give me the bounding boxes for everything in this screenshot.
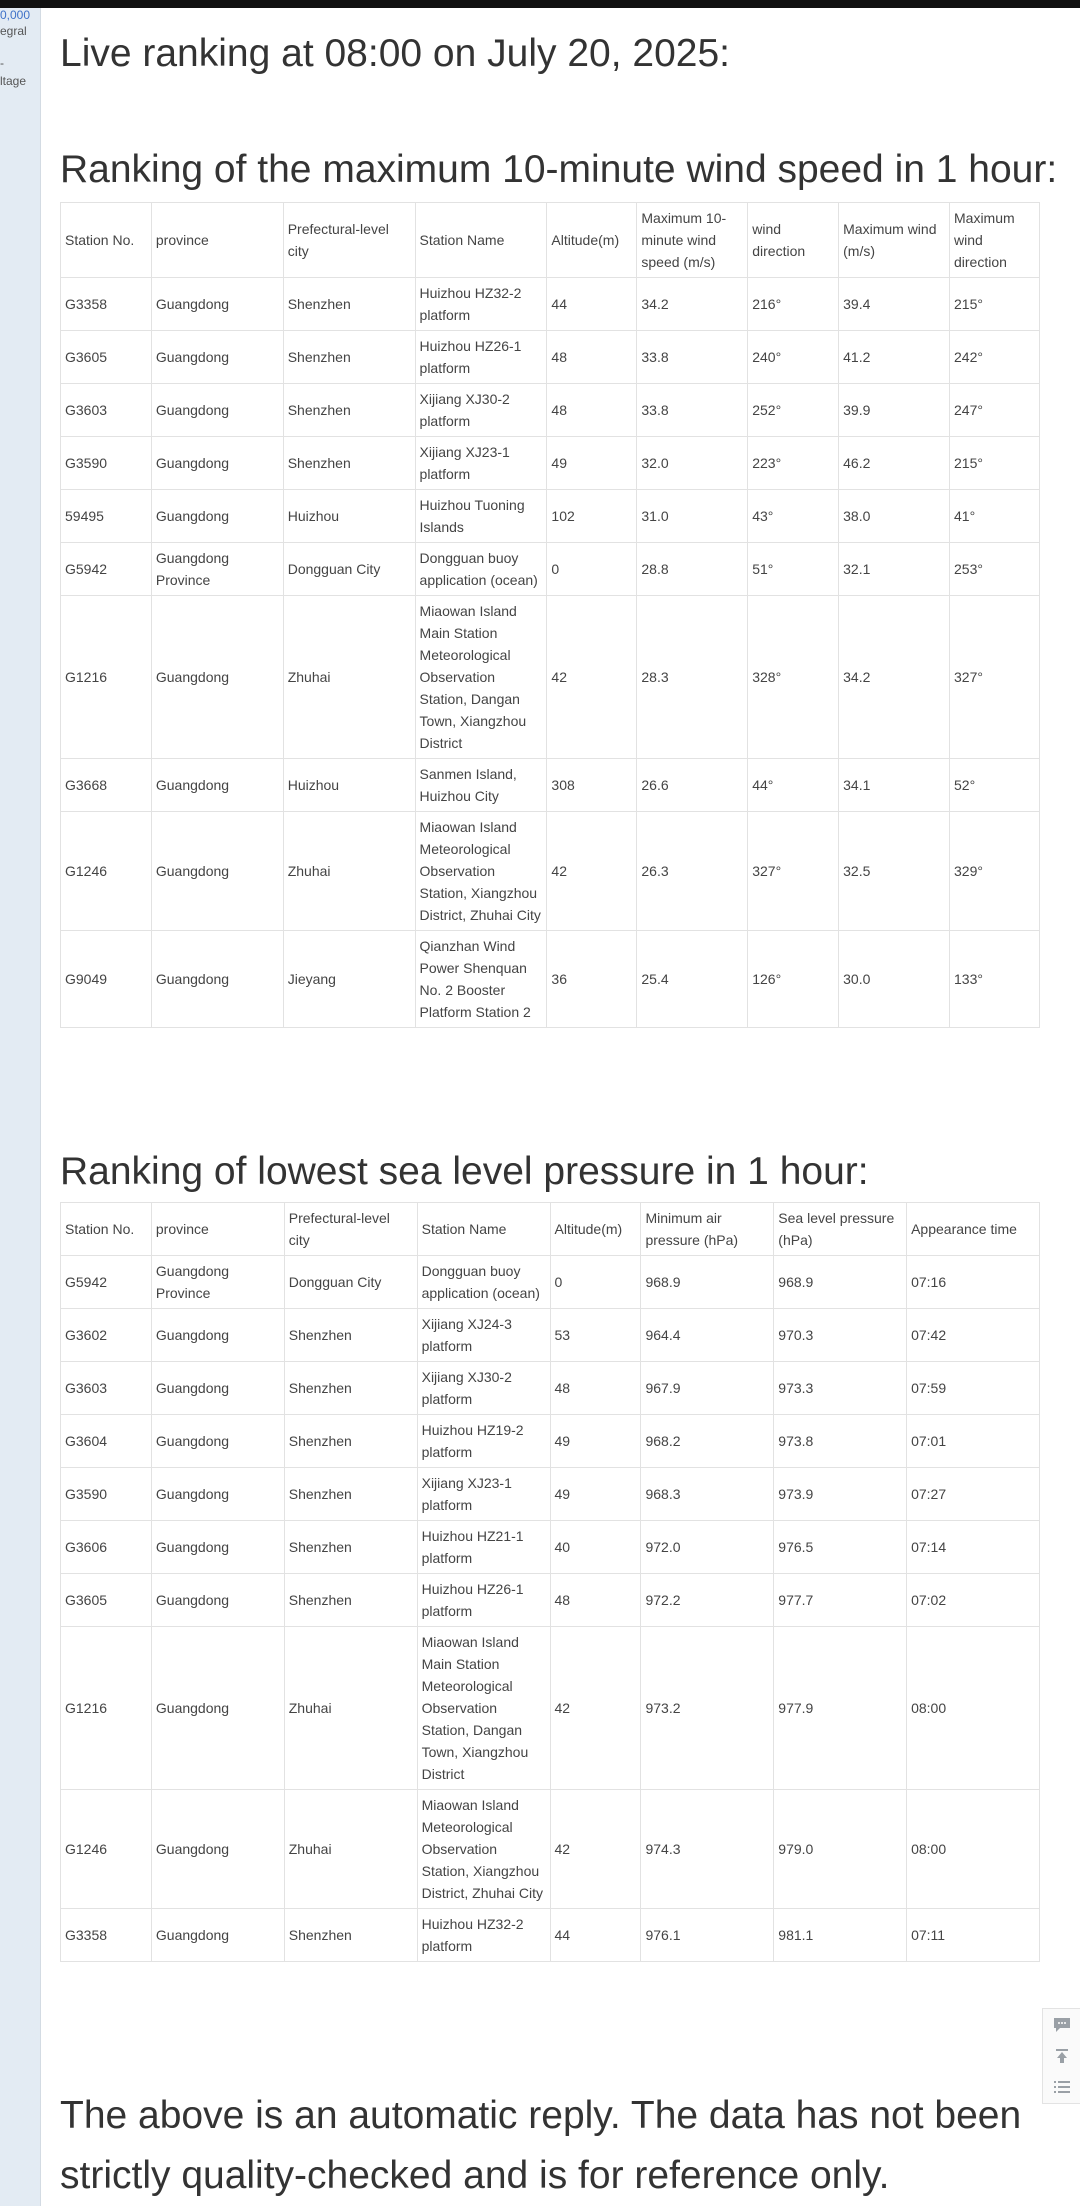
table-cell: G3602 [61,1309,152,1362]
table-cell: 32.1 [839,543,950,596]
table-row [61,490,1040,543]
table-cell: G3668 [61,759,152,812]
table-cell: Shenzhen [284,1309,417,1362]
column-header: Altitude(m) [550,1203,641,1256]
table-cell: 979.0 [774,1790,907,1909]
table-row [61,1468,1040,1521]
table-cell: 07:02 [907,1574,1040,1627]
table-cell: 28.3 [637,596,748,759]
table-cell: Shenzhen [284,1521,417,1574]
table-cell: 39.9 [839,384,950,437]
table-cell: 973.2 [641,1627,774,1790]
table-cell: Guangdong [151,1574,284,1627]
table-cell: Zhuhai [284,1790,417,1909]
table-cell: Guangdong [151,931,283,1028]
table-cell: Huizhou HZ26-1 platform [415,331,547,384]
table-cell: Guangdong [151,490,283,543]
table-cell: 49 [550,1468,641,1521]
table-cell: 133° [950,931,1040,1028]
table-row [61,1415,1040,1468]
sidebar-fragment: ltage [0,74,27,88]
table-cell: 44 [550,1909,641,1962]
table-cell: G1216 [61,1627,152,1790]
table-cell: 968.2 [641,1415,774,1468]
table-cell: Guangdong [151,1362,284,1415]
table-cell: Guangdong [151,278,283,331]
table-cell: 964.4 [641,1309,774,1362]
table-cell: Guangdong [151,1521,284,1574]
table-cell: 967.9 [641,1362,774,1415]
table-cell: 52° [950,759,1040,812]
table-cell: Zhuhai [284,1627,417,1790]
pressure-ranking-heading: Ranking of lowest sea level pressure in 1 hour: [60,1150,869,1193]
column-header: Station No. [61,203,152,278]
table-cell: G1246 [61,812,152,931]
table-cell: Huizhou HZ32-2 platform [417,1909,550,1962]
table-cell: 53 [550,1309,641,1362]
table-cell: 34.2 [839,596,950,759]
table-cell: Huizhou HZ32-2 platform [415,278,547,331]
table-cell: 974.3 [641,1790,774,1909]
table-cell: G3358 [61,1909,152,1962]
table-cell: 976.5 [774,1521,907,1574]
table-cell: 42 [547,812,637,931]
table-cell: 08:00 [907,1790,1040,1909]
table-cell: G1216 [61,596,152,759]
table-cell: Xijiang XJ30-2 platform [415,384,547,437]
table-cell: 39.4 [839,278,950,331]
table-cell: G3604 [61,1415,152,1468]
table-cell: Xijiang XJ23-1 platform [415,437,547,490]
table-cell: 07:16 [907,1256,1040,1309]
table-cell: 34.1 [839,759,950,812]
table-cell: 07:11 [907,1909,1040,1962]
table-cell: 223° [748,437,839,490]
table-cell: 36 [547,931,637,1028]
table-cell: Guangdong Province [151,1256,284,1309]
comment-icon[interactable] [1051,2014,1073,2036]
column-header: Appearance time [907,1203,1040,1256]
table-cell: 34.2 [637,278,748,331]
table-cell: 973.9 [774,1468,907,1521]
footer-note: The above is an automatic reply. The data has not been strictly quality-checked and is for reference only. [60,2094,1022,2197]
table-cell: Miaowan Island Main Station Meteorological Observation Station, Dangan Town, Xiangzhou District [415,596,547,759]
table-cell: 247° [950,384,1040,437]
list-icon[interactable] [1051,2076,1073,2098]
table-cell: 968.9 [641,1256,774,1309]
table-cell: 970.3 [774,1309,907,1362]
sidebar [0,8,41,2206]
table-cell: 26.6 [637,759,748,812]
table-cell: 41° [950,490,1040,543]
table-cell: Zhuhai [283,596,415,759]
table-row [61,437,1040,490]
table-cell: Guangdong [151,596,283,759]
table-cell: Shenzhen [283,437,415,490]
table-cell: 33.8 [637,384,748,437]
table-row [61,1362,1040,1415]
table-cell: 977.7 [774,1574,907,1627]
table-cell: Dongguan buoy application (ocean) [415,543,547,596]
table-row [61,596,1040,759]
table-row [61,812,1040,931]
table-cell: G3603 [61,1362,152,1415]
table-cell: G5942 [61,1256,152,1309]
table-cell: 48 [550,1574,641,1627]
table-cell: G1246 [61,1790,152,1909]
table-cell: 41.2 [839,331,950,384]
table-cell: 43° [748,490,839,543]
table-cell: 31.0 [637,490,748,543]
table-cell: 968.3 [641,1468,774,1521]
table-cell: 0 [550,1256,641,1309]
table-cell: 49 [547,437,637,490]
table-cell: 215° [950,437,1040,490]
sidebar-fragment: - [0,56,4,70]
table-cell: Jieyang [283,931,415,1028]
table-row [61,1790,1040,1909]
table-cell: Shenzhen [284,1362,417,1415]
table-cell: 102 [547,490,637,543]
table-cell: Shenzhen [284,1415,417,1468]
table-cell: Huizhou HZ21-1 platform [417,1521,550,1574]
table-cell: G9049 [61,931,152,1028]
table-cell: Huizhou Tuoning Islands [415,490,547,543]
table-cell: Guangdong [151,331,283,384]
pressure-ranking-table [60,1202,1040,1962]
column-header: Prefectural-level city [283,203,415,278]
table-cell: Shenzhen [283,384,415,437]
table-row [61,1309,1040,1362]
table-cell: Guangdong [151,1627,284,1790]
table-cell: Guangdong [151,1309,284,1362]
table-cell: 30.0 [839,931,950,1028]
top-bar [0,0,1080,8]
table-cell: Xijiang XJ23-1 platform [417,1468,550,1521]
table-cell: G3603 [61,384,152,437]
sidebar-fragment[interactable]: 0,000 [0,8,31,22]
table-header-row [61,203,1040,278]
table-cell: Xijiang XJ24-3 platform [417,1309,550,1362]
table-cell: 48 [547,331,637,384]
table-cell: 49 [550,1415,641,1468]
table-row [61,1521,1040,1574]
table-cell: 126° [748,931,839,1028]
table-cell: Guangdong [151,384,283,437]
column-header: province [151,1203,284,1256]
table-row [61,1574,1040,1627]
table-cell: G3605 [61,1574,152,1627]
table-cell: 08:00 [907,1627,1040,1790]
table-cell: 26.3 [637,812,748,931]
table-cell: Xijiang XJ30-2 platform [417,1362,550,1415]
table-cell: Guangdong [151,812,283,931]
table-cell: 07:59 [907,1362,1040,1415]
table-cell: Miaowan Island Meteorological Observation Station, Xiangzhou District, Zhuhai City [415,812,547,931]
table-cell: Shenzhen [284,1909,417,1962]
table-cell: Guangdong Province [151,543,283,596]
table-cell: Dongguan buoy application (ocean) [417,1256,550,1309]
table-cell: G3606 [61,1521,152,1574]
table-cell: G5942 [61,543,152,596]
table-cell: 0 [547,543,637,596]
table-cell: 48 [550,1362,641,1415]
table-row [61,384,1040,437]
column-header: Minimum air pressure (hPa) [641,1203,774,1256]
table-row [61,1909,1040,1962]
table-cell: 07:14 [907,1521,1040,1574]
table-cell: Miaowan Island Main Station Meteorological Observation Station, Dangan Town, Xiangzhou District [417,1627,550,1790]
table-cell: Shenzhen [284,1468,417,1521]
table-cell: 42 [550,1790,641,1909]
table-cell: 968.9 [774,1256,907,1309]
table-cell: 40 [550,1521,641,1574]
column-header: Prefectural-level city [284,1203,417,1256]
column-header: Maximum wind direction [950,203,1040,278]
table-cell: Qianzhan Wind Power Shenquan No. 2 Booster Platform Station 2 [415,931,547,1028]
table-row [61,543,1040,596]
table-cell: 327° [950,596,1040,759]
table-cell: Miaowan Island Meteorological Observation Station, Xiangzhou District, Zhuhai City [417,1790,550,1909]
table-cell: 07:42 [907,1309,1040,1362]
table-cell: 42 [550,1627,641,1790]
table-row [61,1256,1040,1309]
table-cell: Shenzhen [283,331,415,384]
table-row [61,1627,1040,1790]
table-cell: 32.0 [637,437,748,490]
table-cell: G3358 [61,278,152,331]
column-header: Maximum wind (m/s) [839,203,950,278]
table-cell: 973.3 [774,1362,907,1415]
table-cell: Huizhou [283,759,415,812]
table-cell: 215° [950,278,1040,331]
table-cell: Guangdong [151,759,283,812]
table-cell: G3590 [61,1468,152,1521]
table-row [61,278,1040,331]
column-header: Sea level pressure (hPa) [774,1203,907,1256]
table-cell: 44 [547,278,637,331]
table-cell: Dongguan City [284,1256,417,1309]
table-cell: 44° [748,759,839,812]
page-title: Live ranking at 08:00 on July 20, 2025: [60,32,730,75]
column-header: wind direction [748,203,839,278]
column-header: Altitude(m) [547,203,637,278]
column-header: province [151,203,283,278]
table-cell: 977.9 [774,1627,907,1790]
column-header: Station Name [417,1203,550,1256]
table-row [61,759,1040,812]
table-cell: Shenzhen [283,278,415,331]
wind-ranking-heading: Ranking of the maximum 10-minute wind speed in 1 hour: [60,148,1058,191]
table-cell: 252° [748,384,839,437]
table-cell: G3605 [61,331,152,384]
table-cell: Huizhou HZ26-1 platform [417,1574,550,1627]
table-cell: 240° [748,331,839,384]
table-cell: 981.1 [774,1909,907,1962]
table-cell: 308 [547,759,637,812]
table-cell: Zhuhai [283,812,415,931]
scroll-top-icon[interactable] [1051,2045,1073,2067]
table-header-row [61,1203,1040,1256]
table-cell: 07:01 [907,1415,1040,1468]
wind-ranking-table [60,202,1040,1028]
table-cell: 46.2 [839,437,950,490]
table-row [61,331,1040,384]
table-cell: Guangdong [151,1909,284,1962]
sidebar-fragment: egral [0,24,27,38]
table-cell: 59495 [61,490,152,543]
table-cell: 38.0 [839,490,950,543]
table-cell: Huizhou HZ19-2 platform [417,1415,550,1468]
table-cell: 242° [950,331,1040,384]
table-cell: Shenzhen [284,1574,417,1627]
table-cell: 25.4 [637,931,748,1028]
table-cell: 328° [748,596,839,759]
table-cell: Guangdong [151,437,283,490]
table-row [61,931,1040,1028]
column-header: Maximum 10-minute wind speed (m/s) [637,203,748,278]
table-cell: 329° [950,812,1040,931]
table-cell: 253° [950,543,1040,596]
table-cell: 972.0 [641,1521,774,1574]
floating-toolbar [1042,2008,1080,2104]
table-cell: Sanmen Island, Huizhou City [415,759,547,812]
column-header: Station No. [61,1203,152,1256]
table-cell: 48 [547,384,637,437]
table-cell: 28.8 [637,543,748,596]
table-cell: 07:27 [907,1468,1040,1521]
table-cell: Dongguan City [283,543,415,596]
table-cell: 216° [748,278,839,331]
table-cell: G3590 [61,437,152,490]
table-cell: 33.8 [637,331,748,384]
table-cell: 327° [748,812,839,931]
table-cell: 32.5 [839,812,950,931]
table-cell: Guangdong [151,1790,284,1909]
table-cell: Guangdong [151,1468,284,1521]
column-header: Station Name [415,203,547,278]
table-cell: 51° [748,543,839,596]
table-cell: 973.8 [774,1415,907,1468]
table-cell: 972.2 [641,1574,774,1627]
table-cell: Guangdong [151,1415,284,1468]
table-cell: Huizhou [283,490,415,543]
table-cell: 42 [547,596,637,759]
table-cell: 976.1 [641,1909,774,1962]
